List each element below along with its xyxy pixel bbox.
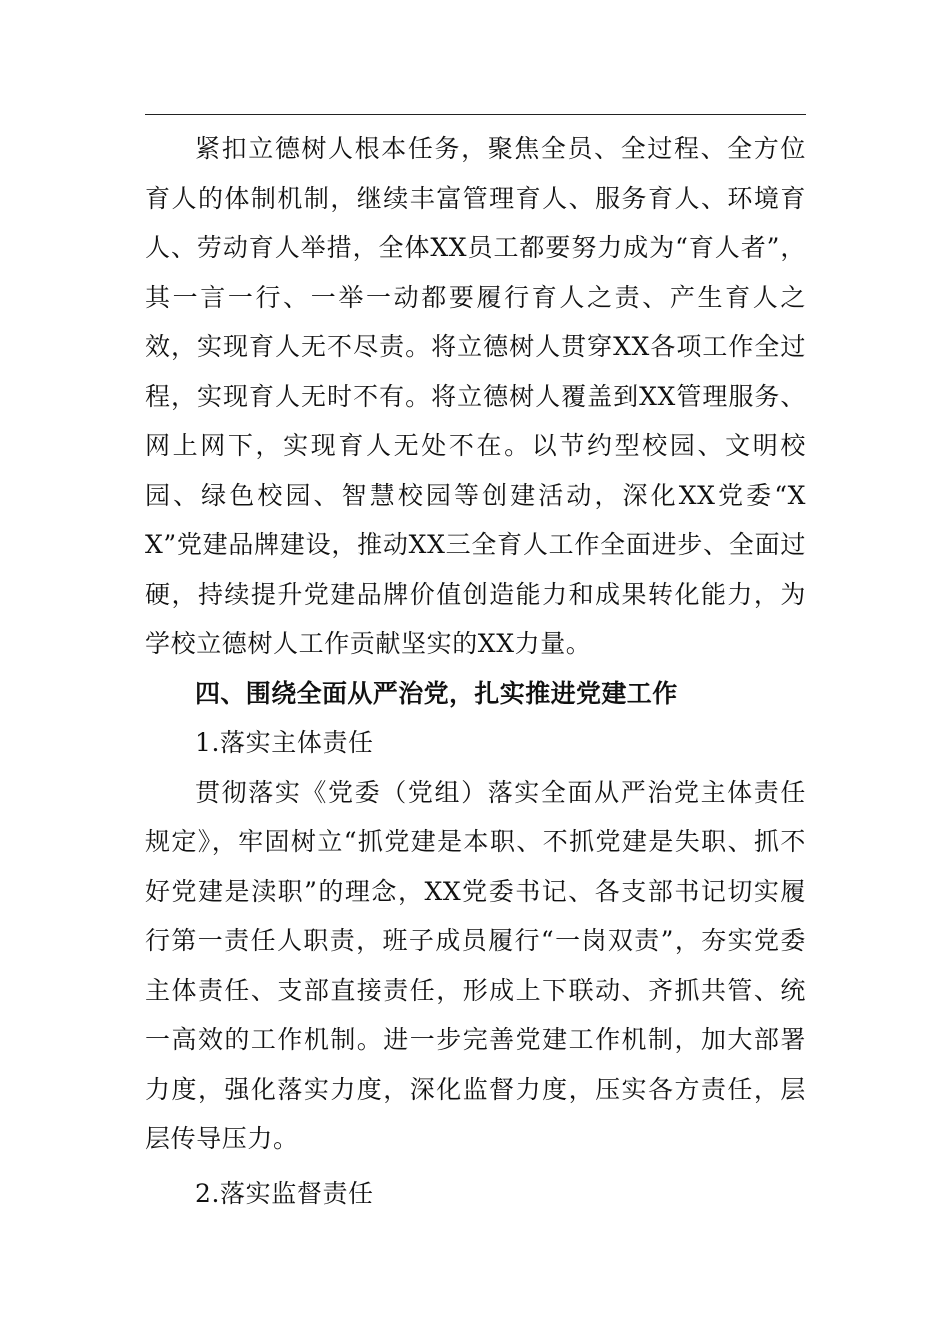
section-heading-4: 四、围绕全面从严治党，扎实推进党建工作	[195, 678, 678, 708]
subsection-title-2: 2.落实监督责任	[195, 1178, 374, 1208]
paragraph-main-responsibility: 贯彻落实《党委（党组）落实全面从严治党主体责任规定》，牢固树立“抓党建是本职、不抓党建是失职、抓不好党建是渎职”的理念，XX党委书记、各支部书记切实履行第一责任人职责，班子成员履行“一岗双责”，夯实党委主体责任、支部直接责任，形成上下联动、齐抓共管、统一高效的工作机制。进一步完善党建工作机制，加大部署力度，强化落实力度，深化监督力度，压实各方责任，层层传导压力。	[145, 777, 806, 1153]
subsection-title-1: 1.落实主体责任	[195, 728, 374, 757]
paragraph-moral-education: 紧扣立德树人根本任务，聚焦全员、全过程、全方位育人的体制机制，继续丰富管理育人、服务育人、环境育人、劳动育人举措，全体XX员工都要努力成为“育人者”，其一言一行、一举一动都要履行育人之责、产生育人之效，实现育人无不尽责。将立德树人贯穿XX各项工作全过程，实现育人无时不有。将立德树人覆盖到XX管理服务、网上网下，实现育人无处不在。以节约型校园、文明校园、绿色校园、智慧校园等创建活动，深化XX党委“XX”党建品牌建设，推动XX三全育人工作全面进步、全面过硬，持续提升党建品牌价值创造能力和成果转化能力，为学校立德树人工作贡献坚实的XX力量。	[145, 134, 806, 658]
header-rule	[145, 114, 806, 115]
document-body	[145, 124, 806, 1218]
